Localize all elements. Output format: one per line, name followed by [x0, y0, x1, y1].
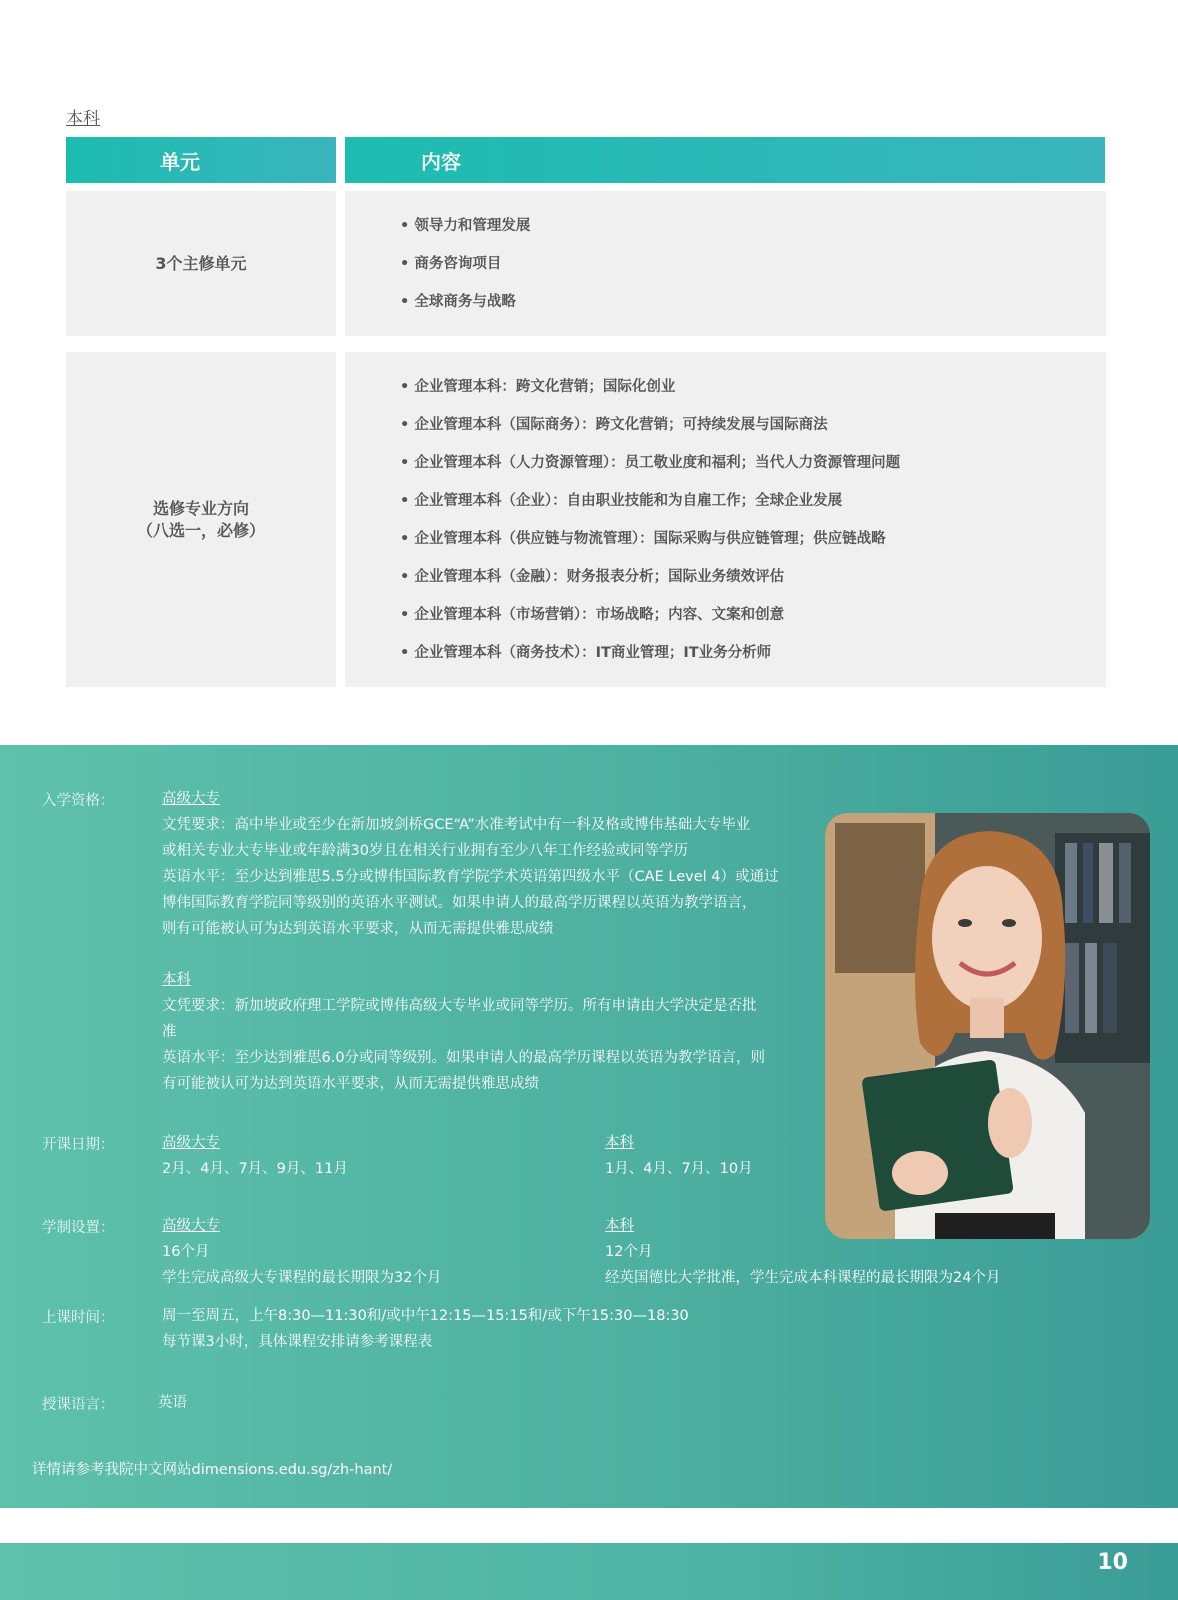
intake-adv-block — [162, 1130, 348, 1182]
duration-bach-note: 经英国德比大学批准，学生完成本科课程的最长期限为24个月 — [605, 1270, 1001, 1286]
duration-adv-block — [162, 1213, 441, 1291]
intake-adv-value: 2月、4月、7月、9月、11月 — [162, 1161, 348, 1177]
list-item: • 企业管理本科（企业）：自由职业技能和为自雇工作；全球企业发展 — [400, 482, 1106, 520]
student-photo — [825, 813, 1150, 1239]
list-item: • 企业管理本科（商务技术）：IT商业管理；IT业务分析师 — [400, 634, 1106, 672]
row-core-units-content — [345, 191, 1106, 336]
table-header-content: 内容 — [345, 137, 1105, 183]
list-item: • 企业管理本科（市场营销）：市场战略；内容、文案和创意 — [400, 596, 1106, 634]
list-item: • 企业管理本科（国际商务）：跨文化营销；可持续发展与国际商法 — [400, 406, 1106, 444]
list-item: • 商务咨询项目 — [400, 245, 1106, 283]
admission-bach-head: 本科 — [162, 972, 191, 988]
student-illustration — [825, 813, 1150, 1239]
row-core-units-label: 3个主修单元 — [66, 191, 336, 336]
admission-adv-line: 英语水平：至少达到雅思5.5分或博伟国际教育学院学术英语第四级水平（CAE Level 4）或通过 — [162, 869, 779, 885]
schedule-block — [162, 1303, 689, 1355]
admission-bach-line: 准 — [162, 1024, 177, 1040]
intake-bach-block — [605, 1130, 753, 1182]
duration-bach-value: 12个月 — [605, 1244, 653, 1260]
admission-adv-line: 则有可能被认可为达到英语水平要求，从而无需提供雅思成绩 — [162, 921, 554, 937]
row-electives-label: 选修专业方向 （八选一，必修） — [66, 352, 336, 687]
intake-bach-head: 本科 — [605, 1135, 634, 1151]
list-item: • 企业管理本科：跨文化营销；国际化创业 — [400, 368, 1106, 406]
admission-bach-block — [162, 967, 765, 1097]
list-item: • 企业管理本科（金融）：财务报表分析；国际业务绩效评估 — [400, 558, 1106, 596]
admission-adv-head: 高级大专 — [162, 791, 220, 807]
list-item: • 全球商务与战略 — [400, 283, 1106, 321]
admission-adv-line: 文凭要求：高中毕业或至少在新加坡剑桥GCE“A”水准考试中有一科及格或博伟基础大专毕业 — [162, 817, 751, 833]
table-header-unit: 单元 — [66, 137, 336, 183]
language-value: 英语 — [158, 1395, 187, 1411]
list-item: • 领导力和管理发展 — [400, 207, 1106, 245]
admission-adv-line: 或相关专业大专毕业或年龄满30岁且在相关行业拥有至少八年工作经验或同等学历 — [162, 843, 688, 859]
intake-adv-head: 高级大专 — [162, 1135, 220, 1151]
admission-bach-line: 文凭要求：新加坡政府理工学院或博伟高级大专毕业或同等学历。所有申请由大学决定是否批 — [162, 998, 757, 1014]
admission-adv-line: 博伟国际教育学院同等级别的英语水平测试。如果申请人的最高学历课程以英语为教学语言， — [162, 895, 757, 911]
website-note: 详情请参考我院中文网站dimensions.edu.sg/zh-hant/ — [32, 1462, 393, 1478]
schedule-line: 每节课3小时，具体课程安排请参考课程表 — [162, 1334, 433, 1350]
duration-bach-head: 本科 — [605, 1218, 634, 1234]
duration-adv-note: 学生完成高级大专课程的最长期限为32个月 — [162, 1270, 442, 1286]
admission-adv-block — [162, 786, 778, 942]
duration-adv-head: 高级大专 — [162, 1218, 220, 1234]
intake-label: 开课日期： — [42, 1137, 115, 1153]
schedule-line: 周一至周五，上午8:30—11:30和/或中午12:15—15:15和/或下午15:30—18:30 — [162, 1308, 689, 1324]
duration-label: 学制设置： — [42, 1220, 115, 1236]
footer-band — [0, 1543, 1178, 1600]
section-label: 本科 — [66, 109, 100, 129]
language-label: 授课语言： — [42, 1397, 115, 1413]
list-item: • 企业管理本科（人力资源管理）：员工敬业度和福利；当代人力资源管理问题 — [400, 444, 1106, 482]
duration-adv-value: 16个月 — [162, 1244, 210, 1260]
admission-bach-line: 英语水平：至少达到雅思6.0分或同等级别。如果申请人的最高学历课程以英语为教学语言，则 — [162, 1050, 766, 1066]
admission-label: 入学资格： — [42, 793, 115, 809]
list-item: • 企业管理本科（供应链与物流管理）：国际采购与供应链管理；供应链战略 — [400, 520, 1106, 558]
row-electives-content — [345, 352, 1106, 687]
intake-bach-value: 1月、4月、7月、10月 — [605, 1161, 753, 1177]
admission-bach-line: 有可能被认可为达到英语水平要求，从而无需提供雅思成绩 — [162, 1076, 539, 1092]
page-number: 10 — [1097, 1550, 1128, 1575]
schedule-label: 上课时间： — [42, 1310, 115, 1326]
